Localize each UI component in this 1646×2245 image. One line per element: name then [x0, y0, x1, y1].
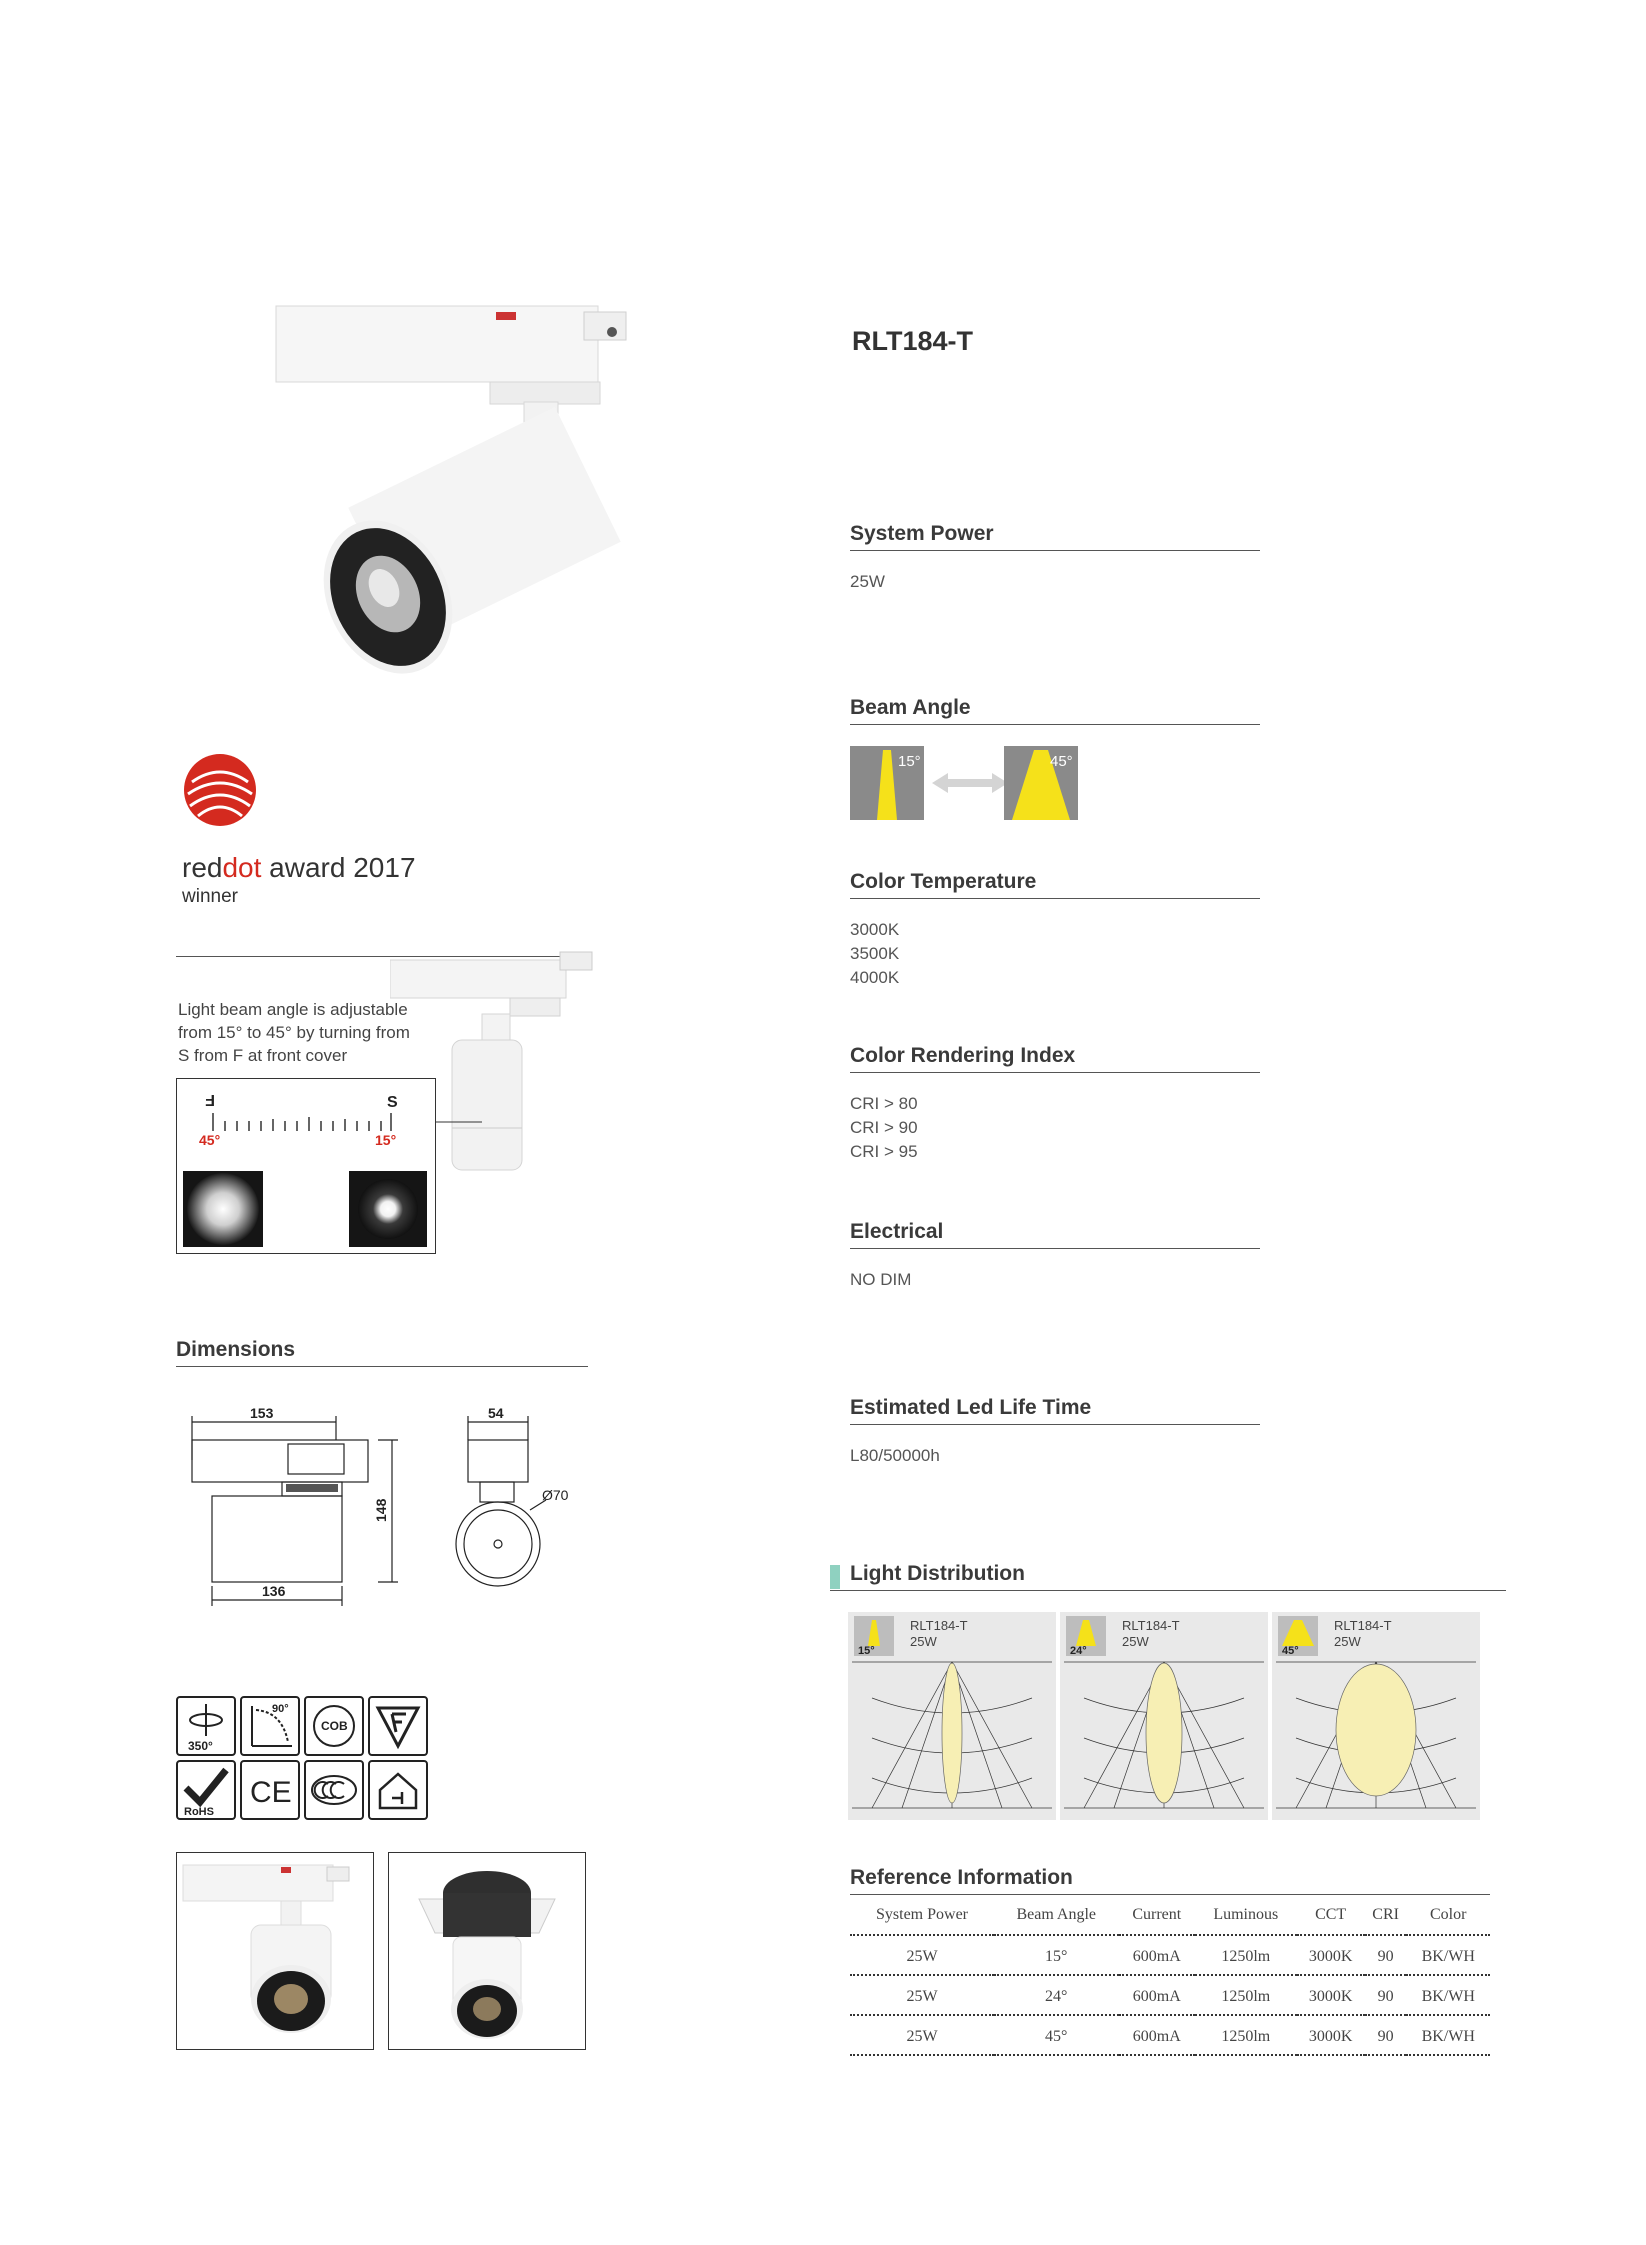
table-cell: 600mA	[1132, 2028, 1181, 2045]
column-header: CRI	[1372, 1906, 1399, 1923]
beam-note-line: from 15° to 45° by turning from	[178, 1023, 410, 1042]
color-temperature-heading: Color Temperature	[850, 870, 1260, 899]
table-cell: BK/WH	[1421, 1948, 1475, 1965]
double-arrow-icon	[932, 773, 1008, 793]
table-cell: 90	[1377, 1988, 1394, 2005]
electrical-value: NO DIM	[850, 1270, 912, 1289]
table-cell: 1250lm	[1221, 2028, 1271, 2045]
beam-angle-icon	[1066, 1616, 1106, 1656]
table-cell: 3000K	[1308, 1948, 1353, 1965]
scale-s-angle: 15°	[375, 1132, 397, 1148]
table-cell: 45°	[1045, 2028, 1068, 2045]
table-cell: 1250lm	[1221, 1988, 1271, 2005]
beam-min-label: 15°	[898, 753, 921, 770]
table-cell: 3000K	[1308, 1988, 1353, 2005]
tilt-90-icon	[240, 1696, 300, 1756]
panel-power: 25W	[910, 1634, 937, 1649]
reference-info-heading: Reference Information	[850, 1866, 1490, 1895]
tilt-label: 90°	[272, 1703, 289, 1715]
column-header: Color	[1430, 1906, 1467, 1923]
scale-f-label: F	[205, 1091, 215, 1108]
reddot-award-text	[182, 852, 416, 884]
product-track-light-image	[270, 302, 690, 682]
table-row	[850, 2015, 1490, 2055]
light-distribution-panel-15	[848, 1612, 1056, 1820]
cri-values	[850, 1092, 918, 1164]
reddot-logo-icon	[182, 752, 258, 828]
leader-line	[432, 1120, 482, 1124]
reddot-brand-red: dot	[222, 852, 262, 883]
polar-diagram	[852, 1658, 1052, 1816]
cri-value: CRI > 95	[850, 1142, 918, 1161]
table-cell: 1250lm	[1221, 1948, 1271, 1965]
scale-ticks	[213, 1113, 391, 1131]
track-light-photo	[176, 1852, 374, 2050]
life-time-heading: Estimated Led Life Time	[850, 1396, 1260, 1425]
reddot-winner-text: winner	[182, 886, 238, 907]
reddot-award-year: award 2017	[261, 852, 416, 883]
electrical-heading: Electrical	[850, 1220, 1260, 1249]
ccc-icon	[304, 1760, 364, 1820]
system-power-value: 25W	[850, 572, 885, 591]
column-header: Current	[1132, 1906, 1182, 1923]
reference-table	[850, 1902, 1490, 2056]
rohs-label: RoHS	[184, 1806, 214, 1818]
panel-power: 25W	[1122, 1634, 1149, 1649]
scale-s-label: S	[387, 1094, 398, 1111]
column-header: CCT	[1315, 1906, 1347, 1923]
panel-angle: 45°	[1282, 1645, 1299, 1656]
life-time-value: L80/50000h	[850, 1446, 940, 1465]
rotate-label: 350°	[188, 1739, 213, 1753]
polar-diagram	[1064, 1658, 1264, 1816]
beam-note-line: S from F at front cover	[178, 1046, 348, 1065]
cri-heading: Color Rendering Index	[850, 1044, 1260, 1073]
dim-height-label: 148	[373, 1498, 389, 1522]
rotate-350-icon	[176, 1696, 236, 1756]
table-cell: 90	[1377, 2028, 1394, 2045]
light-distribution-panel-45	[1272, 1612, 1480, 1820]
panel-angle: 15°	[858, 1645, 875, 1656]
table-cell: 24°	[1045, 1988, 1068, 2005]
panel-model: RLT184-T	[1334, 1618, 1392, 1633]
ce-label: CE	[250, 1776, 292, 1809]
dim-width-label: 153	[250, 1405, 274, 1421]
beam-angle-icon	[1278, 1616, 1318, 1656]
table-cell: 3000K	[1308, 2028, 1353, 2045]
cct-value: 3500K	[850, 944, 900, 963]
recessed-light-photo	[388, 1852, 586, 2050]
panel-model: RLT184-T	[910, 1618, 968, 1633]
cri-value: CRI > 80	[850, 1094, 918, 1113]
cri-value: CRI > 90	[850, 1118, 918, 1137]
beam-angle-heading: Beam Angle	[850, 696, 1260, 725]
table-cell: BK/WH	[1421, 1988, 1475, 2005]
table-cell: 600mA	[1132, 1948, 1181, 1965]
panel-model: RLT184-T	[1122, 1618, 1180, 1633]
table-cell: 15°	[1045, 1948, 1068, 1965]
rohs-icon	[176, 1760, 236, 1820]
reddot-brand-pre: red	[182, 852, 223, 883]
beam-max-label: 45°	[1050, 753, 1073, 770]
beam-note-line: Light beam angle is adjustable	[178, 1000, 408, 1019]
ce-icon	[240, 1760, 300, 1820]
polar-diagram	[1276, 1658, 1476, 1816]
table-header-row	[850, 1902, 1490, 1935]
f-mark-icon	[368, 1696, 428, 1756]
table-cell: BK/WH	[1421, 2028, 1475, 2045]
cct-value: 4000K	[850, 968, 900, 987]
scale-f-angle: 45°	[199, 1132, 221, 1148]
dimensions-drawing	[176, 1400, 596, 1630]
light-distribution-heading: Light Distribution	[830, 1562, 1506, 1591]
table-cell: 25W	[906, 1988, 938, 2005]
light-distribution-panel-24	[1060, 1612, 1268, 1820]
table-cell: 600mA	[1132, 1988, 1181, 2005]
cct-value: 3000K	[850, 920, 900, 939]
system-power-heading: System Power	[850, 522, 1260, 551]
color-temperature-values	[850, 918, 899, 990]
column-header: Beam Angle	[1016, 1906, 1097, 1923]
cob-icon	[304, 1696, 364, 1756]
cob-label: COB	[321, 1719, 348, 1733]
panel-angle: 24°	[1070, 1645, 1087, 1656]
beam-angle-diagram	[850, 746, 1090, 822]
column-header: System Power	[876, 1906, 968, 1923]
dim-body-label: 136	[262, 1583, 286, 1599]
beam-adjust-scale-box	[176, 1078, 436, 1254]
table-cell: 25W	[906, 1948, 938, 1965]
table-row	[850, 1975, 1490, 2015]
dim-diameter-label: Ø70	[542, 1487, 569, 1503]
indoor-use-icon	[368, 1760, 428, 1820]
dimensions-heading: Dimensions	[176, 1338, 588, 1367]
product-model-title: RLT184-T	[852, 326, 974, 356]
panel-power: 25W	[1334, 1634, 1361, 1649]
table-cell: 90	[1377, 1948, 1394, 1965]
beam-angle-icon	[854, 1616, 894, 1656]
table-cell: 25W	[906, 2028, 938, 2045]
column-header: Luminous	[1213, 1906, 1279, 1923]
table-row	[850, 1935, 1490, 1975]
dim-side-width-label: 54	[488, 1405, 504, 1421]
